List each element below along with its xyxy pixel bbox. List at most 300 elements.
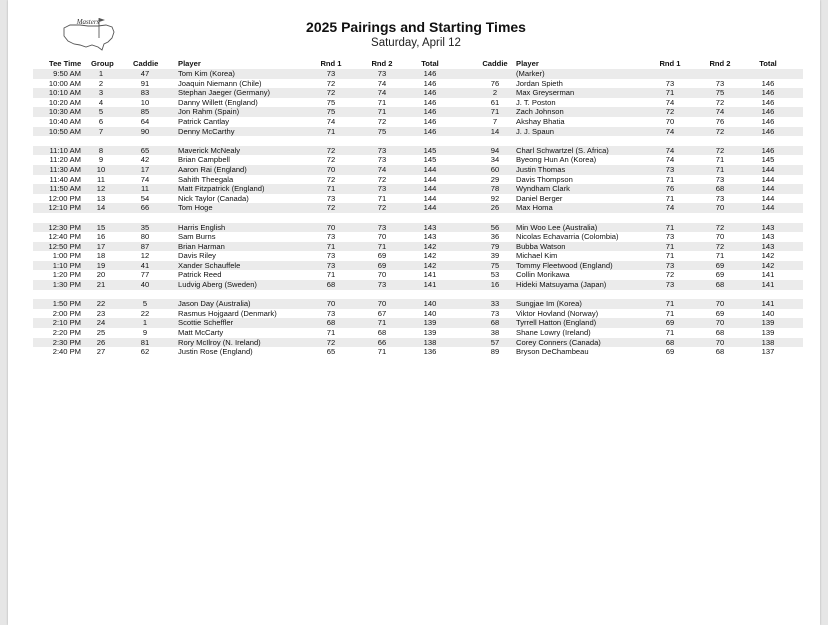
tee-time-cell: 2:20 PM <box>52 328 81 338</box>
rnd1-2-cell: 69 <box>665 318 675 328</box>
player-2-cell: Wyndham Clark <box>516 184 570 194</box>
total-cell: 146 <box>423 107 437 117</box>
caddie-2-cell: 68 <box>490 318 500 328</box>
group-cell: 6 <box>98 116 104 126</box>
rnd2-2-cell: 73 <box>715 193 725 203</box>
rnd1-cell: 65 <box>326 347 336 357</box>
total-cell: 146 <box>423 69 437 78</box>
group-cell: 8 <box>98 145 104 155</box>
player-cell: Nick Taylor (Canada) <box>178 193 249 203</box>
player-2-cell: Max Homa <box>516 203 553 213</box>
rnd2-cell: 73 <box>377 155 387 165</box>
rnd1-cell: 70 <box>326 299 336 309</box>
player-cell: Scottie Scheffler <box>178 318 234 328</box>
rnd1-2-cell: 71 <box>665 193 675 203</box>
rnd1-2-cell: 74 <box>665 155 675 165</box>
rnd1-cell: 72 <box>326 78 336 88</box>
rnd2-2-cell: 73 <box>715 174 725 184</box>
player-cell: Sahith Theegala <box>178 174 234 184</box>
rnd2-2-cell: 71 <box>715 251 725 261</box>
rnd2-cell: 69 <box>377 260 387 270</box>
caddie-cell: 54 <box>140 193 150 203</box>
total-2-cell: 146 <box>761 126 775 136</box>
rnd2-2-cell: 70 <box>715 203 725 213</box>
tee-time-cell: 1:20 PM <box>52 270 81 280</box>
col-header-player: Player <box>178 59 201 68</box>
rnd1-cell: 73 <box>326 308 336 318</box>
group-cell: 24 <box>96 318 106 328</box>
rnd2-2-cell: 71 <box>715 164 725 174</box>
caddie-2-cell: 73 <box>490 308 500 318</box>
group-cell: 9 <box>98 155 104 165</box>
rnd1-cell: 74 <box>326 116 336 126</box>
player-cell: Patrick Reed <box>178 270 222 280</box>
rnd1-cell: 72 <box>326 145 336 155</box>
rnd1-2-cell: 73 <box>665 232 675 242</box>
rnd1-cell: 72 <box>326 155 336 165</box>
total-2-cell: 144 <box>761 184 775 194</box>
logo-text: Masters <box>76 18 100 26</box>
block-spacer <box>33 290 803 300</box>
total-cell: 140 <box>423 299 437 309</box>
player-2-cell: Viktor Hovland (Norway) <box>516 308 599 318</box>
player-cell: Joaquin Niemann (Chile) <box>178 78 262 88</box>
rnd2-cell: 74 <box>377 164 387 174</box>
caddie-cell: 40 <box>140 280 150 290</box>
group-cell: 7 <box>98 126 104 136</box>
table-row <box>33 232 803 242</box>
player-2-cell: J. T. Poston <box>516 97 556 107</box>
rnd1-2-cell: 71 <box>665 88 675 98</box>
caddie-cell: 85 <box>140 107 150 117</box>
table-row <box>33 203 803 213</box>
player-2-cell: Davis Thompson <box>516 174 573 184</box>
total-2-cell: 139 <box>761 318 775 328</box>
player-cell: Tom Kim (Korea) <box>178 69 235 78</box>
rnd2-2-cell: 74 <box>715 107 725 117</box>
total-cell: 146 <box>423 88 437 98</box>
tee-time-cell: 10:20 AM <box>48 97 81 107</box>
caddie-2-cell: 92 <box>490 193 500 203</box>
rnd1-cell: 70 <box>326 222 336 232</box>
group-cell: 27 <box>96 347 106 357</box>
caddie-cell: 1 <box>142 318 148 328</box>
col-header-tee-time: Tee Time <box>49 59 82 68</box>
caddie-cell: 66 <box>140 203 150 213</box>
player-cell: Matt Fitzpatrick (England) <box>178 184 265 194</box>
caddie-cell: 41 <box>140 260 150 270</box>
caddie-2-cell: 7 <box>492 116 498 126</box>
caddie-cell: 65 <box>140 145 150 155</box>
rnd2-2-cell: 70 <box>715 232 725 242</box>
caddie-2-cell: 39 <box>490 251 500 261</box>
rnd1-cell: 72 <box>326 337 336 347</box>
player-2-cell: Bubba Watson <box>516 241 566 251</box>
table-row <box>33 280 803 290</box>
tee-time-cell: 2:00 PM <box>52 308 81 318</box>
pairings-table <box>33 59 803 357</box>
group-cell: 1 <box>98 69 104 78</box>
rnd2-2-cell: 68 <box>715 184 725 194</box>
caddie-cell: 5 <box>142 299 148 309</box>
document-page <box>8 0 820 625</box>
tee-time-cell: 12:50 PM <box>48 241 81 251</box>
caddie-2-cell: 94 <box>490 145 500 155</box>
tee-time-cell: 1:10 PM <box>52 260 81 270</box>
group-cell: 4 <box>98 97 104 107</box>
rnd1-cell: 73 <box>326 251 336 261</box>
group-cell: 17 <box>96 241 106 251</box>
total-2-cell: 143 <box>761 222 775 232</box>
rnd2-2-cell: 72 <box>715 145 725 155</box>
caddie-2-cell: 38 <box>490 328 500 338</box>
player-2-cell: Max Greyserman <box>516 88 575 98</box>
total-cell: 146 <box>423 126 437 136</box>
table-row <box>33 69 803 79</box>
caddie-2-cell: 78 <box>490 184 500 194</box>
total-2-cell: 146 <box>761 97 775 107</box>
rnd1-cell: 68 <box>326 318 336 328</box>
rnd2-cell: 74 <box>377 88 387 98</box>
caddie-cell: 22 <box>140 308 150 318</box>
caddie-2-cell: 71 <box>490 107 500 117</box>
group-cell: 11 <box>97 174 105 184</box>
total-cell: 144 <box>423 203 437 213</box>
rnd1-cell: 72 <box>326 203 336 213</box>
total-cell: 144 <box>423 174 437 184</box>
table-row <box>33 184 803 194</box>
player-cell: Aaron Rai (England) <box>178 164 247 174</box>
player-cell: Ludvig Aberg (Sweden) <box>178 280 257 290</box>
table-row <box>33 107 803 117</box>
group-cell: 22 <box>96 299 106 309</box>
table-row <box>33 261 803 271</box>
rnd2-cell: 72 <box>377 203 387 213</box>
player-2-cell: Charl Schwartzel (S. Africa) <box>516 145 609 155</box>
rnd2-cell: 66 <box>377 337 387 347</box>
rnd1-2-cell: 71 <box>665 299 675 309</box>
total-2-cell: 146 <box>761 78 775 88</box>
rnd1-2-cell: 74 <box>665 203 675 213</box>
rnd2-2-cell: 70 <box>715 299 725 309</box>
rnd2-cell: 71 <box>377 241 387 251</box>
caddie-2-cell: 60 <box>490 164 500 174</box>
caddie-2-cell: 2 <box>492 88 498 98</box>
caddie-cell: 47 <box>140 69 150 78</box>
rnd1-cell: 71 <box>326 126 336 136</box>
tee-time-cell: 12:40 PM <box>48 232 81 242</box>
caddie-2-cell: 89 <box>490 347 500 357</box>
table-row <box>33 309 803 319</box>
tee-time-cell: 10:30 AM <box>48 107 81 117</box>
rnd1-2-cell: 73 <box>665 280 675 290</box>
caddie-2-cell: 53 <box>490 270 500 280</box>
total-cell: 139 <box>423 318 437 328</box>
player-2-cell: Tommy Fleetwood (England) <box>516 260 613 270</box>
tee-time-cell: 10:50 AM <box>48 126 81 136</box>
total-cell: 139 <box>423 328 437 338</box>
table-row <box>33 251 803 261</box>
block-spacer <box>33 136 803 146</box>
rnd2-cell: 70 <box>377 270 387 280</box>
player-2-cell: Zach Johnson <box>516 107 564 117</box>
total-2-cell: 141 <box>761 280 775 290</box>
rnd2-cell: 71 <box>377 347 387 357</box>
caddie-cell: 77 <box>140 270 150 280</box>
total-2-cell: 138 <box>761 337 775 347</box>
rnd2-2-cell: 75 <box>715 88 725 98</box>
rnd2-cell: 73 <box>377 184 387 194</box>
group-cell: 26 <box>96 337 106 347</box>
rnd2-2-cell: 72 <box>715 126 725 136</box>
rnd2-cell: 68 <box>377 328 387 338</box>
rnd2-2-cell: 69 <box>715 260 725 270</box>
total-2-cell: 143 <box>761 241 775 251</box>
total-2-cell: 144 <box>761 193 775 203</box>
total-cell: 145 <box>423 145 437 155</box>
table-body <box>33 69 803 357</box>
caddie-2-cell: 61 <box>490 97 500 107</box>
total-2-cell: 144 <box>761 164 775 174</box>
rnd1-2-cell: 71 <box>665 222 675 232</box>
player-cell: Justin Rose (England) <box>178 347 253 357</box>
tee-time-cell: 2:10 PM <box>52 318 81 328</box>
rnd1-2-cell: 69 <box>665 347 675 357</box>
tee-time-cell: 11:10 AM <box>49 145 81 155</box>
player-2-cell: Jordan Spieth <box>516 78 563 88</box>
table-header <box>33 59 803 69</box>
tee-time-cell: 12:00 PM <box>48 193 81 203</box>
player-cell: Jason Day (Australia) <box>178 299 251 309</box>
rnd1-cell: 75 <box>326 107 336 117</box>
group-cell: 3 <box>98 88 104 98</box>
rnd1-2-cell: 72 <box>665 107 675 117</box>
rnd1-cell: 75 <box>326 97 336 107</box>
total-2-cell: 144 <box>761 203 775 213</box>
caddie-2-cell: 14 <box>490 126 500 136</box>
caddie-cell: 12 <box>140 251 150 261</box>
rnd2-cell: 73 <box>377 69 387 78</box>
player-2-cell: Tyrrell Hatton (England) <box>516 318 597 328</box>
rnd1-2-cell: 71 <box>665 328 675 338</box>
caddie-cell: 62 <box>140 347 150 357</box>
rnd1-2-cell: 76 <box>665 184 675 194</box>
caddie-cell: 83 <box>140 88 150 98</box>
player-cell: Denny McCarthy <box>178 126 235 136</box>
col-header-rnd1: Rnd 1 <box>320 59 342 68</box>
group-cell: 10 <box>96 164 106 174</box>
total-2-cell: 141 <box>761 299 775 309</box>
page-subtitle: Saturday, April 12 <box>371 37 461 49</box>
player-cell: Rasmus Hojgaard (Denmark) <box>178 308 277 318</box>
group-cell: 19 <box>96 260 106 270</box>
player-2-cell: Min Woo Lee (Australia) <box>516 222 598 232</box>
rnd1-2-cell: 68 <box>665 337 675 347</box>
total-2-cell: 146 <box>761 116 775 126</box>
tee-time-cell: 11:40 AM <box>49 174 81 184</box>
player-cell: Brian Harman <box>178 241 225 251</box>
total-cell: 141 <box>423 270 437 280</box>
rnd1-cell: 71 <box>326 241 336 251</box>
rnd1-cell: 73 <box>326 69 336 78</box>
rnd2-cell: 72 <box>377 116 387 126</box>
rnd1-cell: 71 <box>326 328 336 338</box>
tee-time-cell: 1:50 PM <box>52 299 81 309</box>
group-cell: 5 <box>98 107 104 117</box>
player-cell: Maverick McNealy <box>178 145 241 155</box>
total-2-cell: 137 <box>761 347 775 357</box>
caddie-2-cell: 57 <box>490 337 500 347</box>
caddie-cell: 10 <box>140 97 150 107</box>
total-2-cell: 145 <box>761 155 775 165</box>
total-2-cell: 146 <box>761 88 775 98</box>
table-row <box>33 338 803 348</box>
player-cell: Jon Rahm (Spain) <box>178 107 240 117</box>
table-row <box>33 98 803 108</box>
rnd1-2-cell: 72 <box>665 270 675 280</box>
col-header-total-2: Total <box>759 59 777 68</box>
player-cell: Brian Campbell <box>178 155 230 165</box>
player-2-cell: Hideki Matsuyama (Japan) <box>516 280 607 290</box>
total-2-cell: 139 <box>761 328 775 338</box>
table-row <box>33 270 803 280</box>
tee-time-cell: 1:30 PM <box>52 280 81 290</box>
rnd2-cell: 75 <box>377 126 387 136</box>
rnd2-cell: 72 <box>377 174 387 184</box>
player-cell: Matt McCarty <box>178 328 224 338</box>
total-2-cell: 141 <box>761 270 775 280</box>
player-2-cell: Shane Lowry (Ireland) <box>516 328 591 338</box>
rnd1-2-cell: 71 <box>665 174 675 184</box>
caddie-cell: 64 <box>140 116 150 126</box>
total-2-cell: 146 <box>761 145 775 155</box>
group-cell: 15 <box>96 222 106 232</box>
rnd2-2-cell: 68 <box>715 347 725 357</box>
table-row <box>33 146 803 156</box>
group-cell: 14 <box>96 203 106 213</box>
player-cell: Danny Willett (England) <box>178 97 258 107</box>
table-row <box>33 328 803 338</box>
group-cell: 18 <box>96 251 106 261</box>
rnd2-cell: 70 <box>377 299 387 309</box>
total-2-cell: 146 <box>761 107 775 117</box>
col-header-caddie-2: Caddie <box>482 59 508 68</box>
tee-time-cell: 10:40 AM <box>48 116 81 126</box>
caddie-cell: 17 <box>140 164 150 174</box>
caddie-2-cell: 16 <box>490 280 500 290</box>
player-2-cell: Daniel Berger <box>516 193 563 203</box>
total-cell: 144 <box>423 184 437 194</box>
group-cell: 12 <box>96 184 106 194</box>
caddie-cell: 11 <box>141 184 149 194</box>
group-cell: 23 <box>96 308 106 318</box>
player-cell: Davis Riley <box>178 251 216 261</box>
rnd1-cell: 73 <box>326 232 336 242</box>
block-spacer <box>33 213 803 223</box>
caddie-cell: 80 <box>140 232 150 242</box>
total-cell: 138 <box>423 337 437 347</box>
player-cell: Harris English <box>178 222 226 232</box>
total-2-cell: 142 <box>761 251 775 261</box>
col-header-total: Total <box>421 59 439 68</box>
rnd2-2-cell: 68 <box>715 280 725 290</box>
total-cell: 146 <box>423 78 437 88</box>
caddie-cell: 87 <box>140 241 150 251</box>
total-cell: 143 <box>423 232 437 242</box>
group-cell: 21 <box>96 280 106 290</box>
caddie-2-cell: 29 <box>490 174 500 184</box>
total-cell: 136 <box>423 347 437 357</box>
col-header-group: Group <box>91 59 114 68</box>
tee-time-cell: 2:30 PM <box>52 337 81 347</box>
rnd2-2-cell: 68 <box>715 328 725 338</box>
total-cell: 145 <box>423 155 437 165</box>
rnd2-2-cell: 72 <box>715 222 725 232</box>
table-row <box>33 127 803 137</box>
group-cell: 20 <box>96 270 106 280</box>
table-row <box>33 347 803 357</box>
player-2-cell: Corey Conners (Canada) <box>516 337 601 347</box>
caddie-2-cell: 56 <box>490 222 500 232</box>
caddie-2-cell: 79 <box>490 241 500 251</box>
player-cell: Rory McIlroy (N. Ireland) <box>178 337 261 347</box>
total-2-cell: 143 <box>761 232 775 242</box>
rnd1-cell: 73 <box>326 193 336 203</box>
player-cell: Stephan Jaeger (Germany) <box>178 88 271 98</box>
caddie-cell: 91 <box>140 78 150 88</box>
caddie-2-cell: 34 <box>490 155 500 165</box>
total-cell: 141 <box>423 280 437 290</box>
caddie-2-cell: 33 <box>490 299 500 309</box>
tee-time-cell: 12:30 PM <box>48 222 81 232</box>
rnd1-cell: 73 <box>326 260 336 270</box>
rnd2-2-cell: 70 <box>715 337 725 347</box>
col-header-rnd2-2: Rnd 2 <box>709 59 731 68</box>
caddie-cell: 35 <box>140 222 150 232</box>
table-row <box>33 155 803 165</box>
rnd2-cell: 70 <box>377 232 387 242</box>
caddie-cell: 81 <box>140 337 150 347</box>
rnd2-2-cell: 69 <box>715 270 725 280</box>
table-row <box>33 223 803 233</box>
rnd2-2-cell: 70 <box>715 318 725 328</box>
rnd1-2-cell: 73 <box>665 260 675 270</box>
player-2-cell: J. J. Spaun <box>516 126 554 136</box>
table-row <box>33 318 803 328</box>
rnd2-cell: 71 <box>377 318 387 328</box>
rnd1-cell: 70 <box>326 164 336 174</box>
table-row <box>33 117 803 127</box>
rnd1-2-cell: 71 <box>665 241 675 251</box>
player-cell: Tom Hoge <box>178 203 213 213</box>
caddie-cell: 42 <box>140 155 150 165</box>
rnd1-cell: 71 <box>326 184 336 194</box>
rnd1-2-cell: 74 <box>665 126 675 136</box>
table-row <box>33 299 803 309</box>
player-2-cell: Michael Kim <box>516 251 558 261</box>
tee-time-cell: 11:50 AM <box>49 184 81 194</box>
rnd1-2-cell: 70 <box>665 116 675 126</box>
rnd2-2-cell: 69 <box>715 308 725 318</box>
total-cell: 144 <box>423 193 437 203</box>
group-cell: 2 <box>98 78 104 88</box>
tee-time-cell: 10:10 AM <box>48 88 81 98</box>
tee-time-cell: 9:50 AM <box>53 69 81 78</box>
rnd1-2-cell: 73 <box>665 78 675 88</box>
caddie-cell: 90 <box>140 126 150 136</box>
table-row <box>33 242 803 252</box>
total-2-cell: 142 <box>761 260 775 270</box>
